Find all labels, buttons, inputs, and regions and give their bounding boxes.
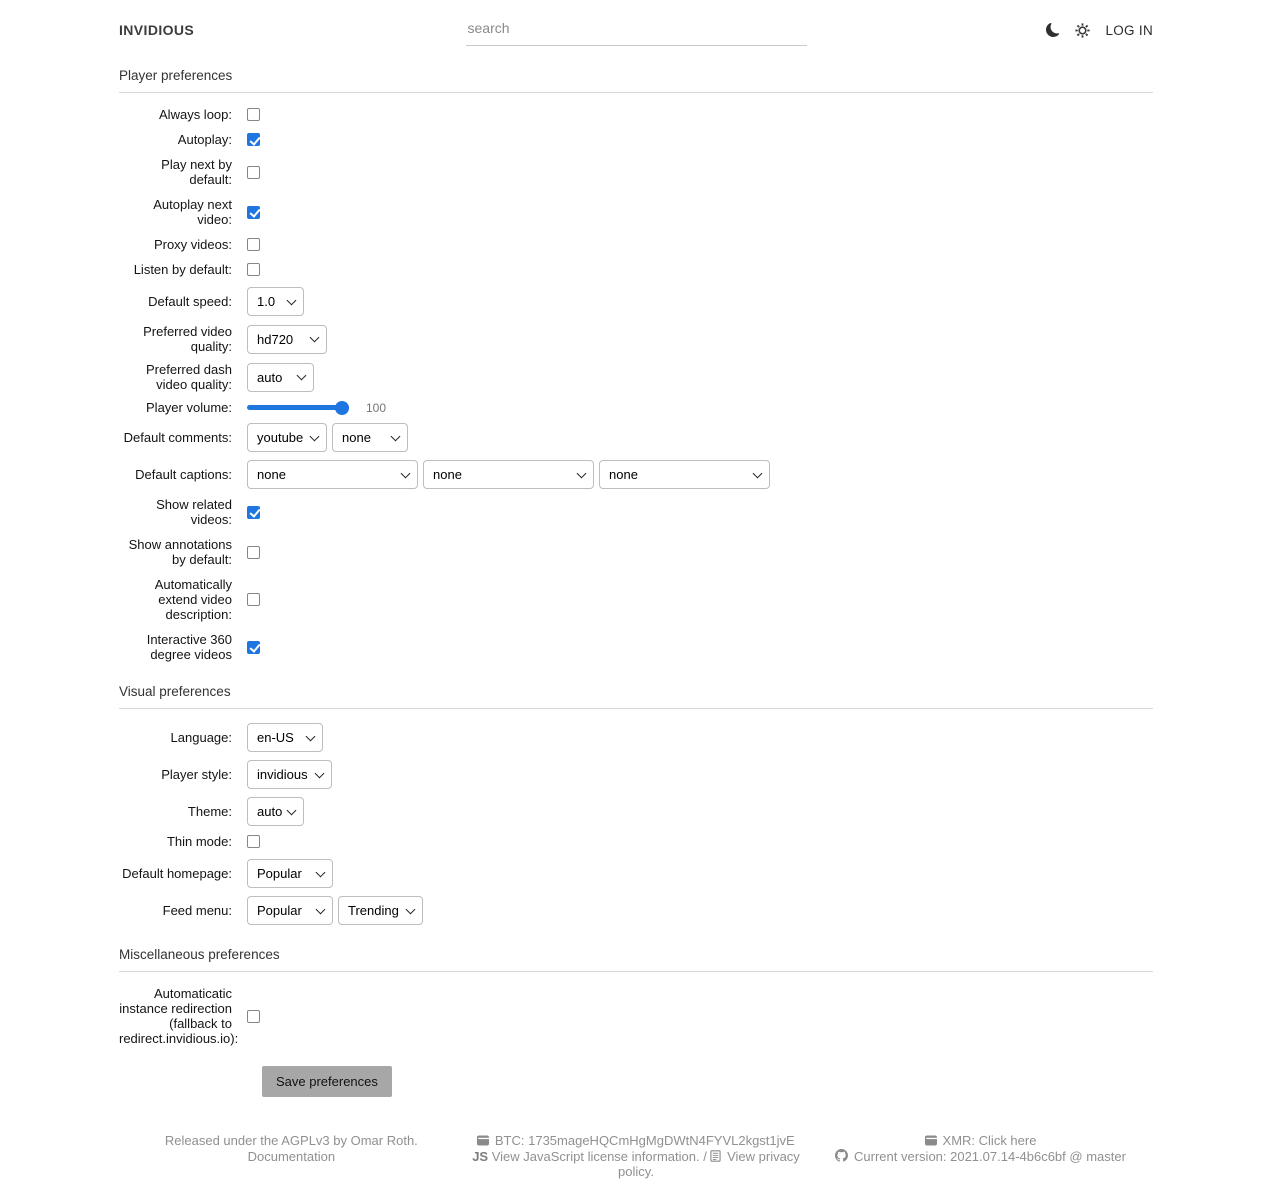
related-label: Show related videos: [156,497,232,527]
autoplay-label: Autoplay: [177,132,232,147]
autoplay-next-label: Autoplay next video: [153,197,232,227]
privacy-policy-link[interactable]: View privacy policy. [618,1148,800,1179]
preferences-button[interactable] [1075,23,1090,38]
listen-checkbox[interactable] [247,263,260,276]
pref-row-extend-desc [119,577,1153,622]
xmr-link[interactable]: Click here [978,1133,1037,1148]
pref-row-redirect [119,986,1153,1046]
language-select[interactable] [247,723,323,752]
language-label: Language: [170,730,232,745]
player-preferences-section [119,107,1153,662]
navbar-search-section [466,14,807,46]
wallet-icon [477,1135,489,1146]
speed-label: Default speed: [148,294,232,309]
player-style-label: Player style: [161,767,232,782]
player-style-select[interactable] [247,760,332,789]
play-next-label: Play next by default: [161,157,232,187]
footer-separator: / [703,1148,707,1164]
misc-preferences-section [119,986,1153,1046]
feed-menu-select-2[interactable] [338,896,423,925]
pref-row-dash-quality [119,362,1153,392]
default-speed-select[interactable] [247,287,304,316]
dash-quality-label: Preferred dash video quality: [146,362,232,392]
top-navbar [119,14,1153,46]
proxy-videos-checkbox[interactable] [247,238,260,251]
annotations-checkbox[interactable] [247,546,260,559]
pref-row-always-loop [119,107,1153,122]
volume-slider[interactable] [247,401,349,415]
page-footer [119,1133,1153,1200]
autoplay-next-checkbox[interactable] [247,206,260,219]
volume-value: 100 [366,400,387,415]
captions-label: Default captions: [135,467,232,482]
btc-address: BTC: 1735mageHQCmHgMgDWtN4FYVL2kgst1jvE [494,1133,795,1148]
documentation-link[interactable]: Documentation [247,1148,336,1164]
comments-select-1[interactable] [247,423,327,452]
pref-row-speed [119,287,1153,316]
vr360-label: Interactive 360 degree videos [146,632,232,662]
always-loop-label: Always loop: [159,107,232,122]
search-input[interactable] [466,14,807,46]
pref-row-feed-menu [119,896,1153,925]
pref-row-comments [119,423,1153,452]
thin-mode-label: Thin mode: [166,834,232,849]
pref-row-theme [119,797,1153,826]
navbar-left [119,22,466,38]
footer-center [464,1133,809,1180]
js-icon: JS [472,1148,489,1164]
section-heading-visual: Visual preferences [119,684,1153,709]
pref-row-homepage [119,859,1153,888]
feed-menu-select-1[interactable] [247,896,333,925]
license-text: Released under the AGPLv3 by Omar Roth. [164,1133,418,1148]
extend-desc-label: Automatically extend video description: [154,577,232,622]
footer-left [119,1133,464,1180]
video-quality-select[interactable] [247,325,327,354]
section-heading-misc: Miscellaneous preferences [119,947,1153,972]
save-preferences-button[interactable]: Save preferences [262,1066,392,1097]
pref-row-proxy-videos [119,237,1153,252]
comments-select-2[interactable] [332,423,408,452]
comments-label: Default comments: [123,430,232,445]
volume-label: Player volume: [146,400,232,415]
extend-desc-checkbox[interactable] [247,593,260,606]
pref-row-player-style [119,760,1153,789]
captions-select-2[interactable] [423,460,594,489]
captions-select-3[interactable] [599,460,770,489]
proxy-videos-label: Proxy videos: [153,237,232,252]
login-link[interactable]: LOG IN [1105,22,1153,38]
dark-mode-toggle[interactable] [1046,23,1060,37]
pref-row-thin-mode [119,834,1153,849]
footer-right [808,1133,1153,1180]
pref-row-quality [119,324,1153,354]
save-row [262,1066,1153,1097]
section-heading-player: Player preferences [119,68,1153,93]
pref-row-related [119,497,1153,527]
always-loop-checkbox[interactable] [247,108,260,121]
theme-select[interactable] [247,797,304,826]
related-videos-checkbox[interactable] [247,506,260,519]
thin-mode-checkbox[interactable] [247,835,260,848]
pref-row-autoplay [119,132,1153,147]
listen-label: Listen by default: [133,262,232,277]
github-icon [835,1149,848,1162]
gear-icon [1075,23,1090,38]
quality-label: Preferred video quality: [143,324,232,354]
pref-row-listen [119,262,1153,277]
annotations-label: Show annotations by default: [128,537,232,567]
pref-row-autoplay-next [119,197,1153,227]
xmr-label: XMR: [942,1133,976,1148]
navbar-right [807,23,1154,38]
vr360-checkbox[interactable] [247,641,260,654]
js-license-link[interactable]: View JavaScript license information. [491,1148,700,1164]
pref-row-language [119,723,1153,752]
theme-label: Theme: [187,804,232,819]
pref-row-annotations [119,537,1153,567]
visual-preferences-section [119,723,1153,925]
captions-select-1[interactable] [247,460,418,489]
version-text: Current version: 2021.07.14-4b6c6bf @ master [854,1148,1126,1164]
feed-menu-label: Feed menu: [162,903,232,918]
moon-icon [1046,23,1060,37]
play-next-checkbox[interactable] [247,166,260,179]
pref-row-volume [119,400,1153,415]
pref-row-captions [119,460,1153,489]
instance-redirect-checkbox[interactable] [247,1010,260,1023]
dash-quality-select[interactable] [247,363,314,392]
page-container [119,0,1153,1200]
invidious-logo[interactable]: INVIDIOUS [119,22,195,38]
pref-row-vr360 [119,632,1153,662]
homepage-select[interactable] [247,859,333,888]
autoplay-checkbox[interactable] [247,133,260,146]
wallet-icon [925,1135,937,1146]
homepage-label: Default homepage: [122,866,232,881]
pref-row-play-next [119,157,1153,187]
redirect-label: Automaticatic instance redirection (fallback to redirect.invidious.io): [119,986,239,1046]
document-icon [710,1150,721,1162]
